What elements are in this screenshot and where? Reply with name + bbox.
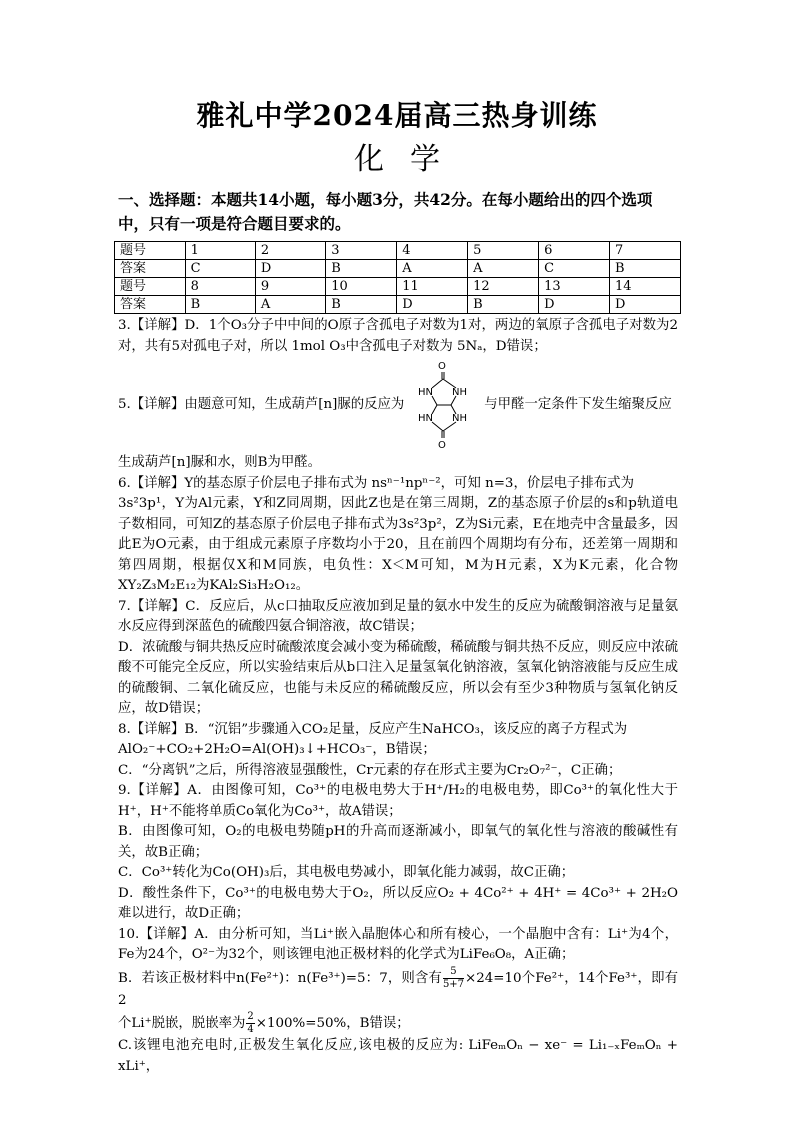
table-cell: 题号 <box>115 242 186 260</box>
table-cell: 8 <box>185 278 255 296</box>
explanation-q9-a: 9.【详解】A．由图像可知，Co³⁺的电极电势大于H⁺/H₂的电极电势，即Co³⁺的氧化性大于H⁺，H⁺不能将单质Co氧化为Co³⁺，故A错误； <box>118 783 678 819</box>
explanation-q5-text-a: 5.【详解】由题意可知，生成葫芦[n]脲的反应为 <box>118 396 405 412</box>
table-cell: 13 <box>539 278 610 296</box>
explanation-q10-b-cont-a: 个Li⁺脱嵌，脱嵌率为 <box>118 1016 246 1031</box>
table-cell: 7 <box>610 242 681 260</box>
table-row <box>115 242 681 260</box>
table-cell: C <box>539 260 610 278</box>
explanation-q10-b <box>118 966 678 1012</box>
explanation-q10-c: C.该锂电池充电时,正极发生氧化反应,该电极的反应为: LiFeₘOₙ − xe⁻ = Li₁₋ₓFeₘOₙ + xLi⁺， <box>118 1038 678 1074</box>
table-cell: 9 <box>255 278 325 296</box>
explanation-q5-text-b: 与甲醛一定条件下发生缩聚反应 <box>484 396 672 412</box>
glycoluril-structure-icon <box>412 359 476 451</box>
table-row <box>115 278 681 296</box>
subject-title: 化学 <box>354 142 466 177</box>
explanation-q8-equation: AlO₂⁻+CO₂+2H₂O=Al(OH)₃↓+HCO₃⁻，B错误； <box>118 742 436 757</box>
explanation-q10-b-cont-b: ×100%=50%，B错误； <box>255 1016 410 1031</box>
explanations <box>118 316 678 1077</box>
table-cell: A <box>255 296 325 314</box>
table-cell: 答案 <box>115 260 186 278</box>
table-cell: 12 <box>468 278 539 296</box>
document-title: 雅礼中学2024届高三热身训练 <box>196 99 598 132</box>
table-cell: C <box>185 260 255 278</box>
table-cell: B <box>468 296 539 314</box>
answer-table <box>114 241 681 314</box>
fraction-denominator: 4 <box>247 1024 254 1035</box>
table-cell: 题号 <box>115 278 186 296</box>
table-cell: A <box>397 260 468 278</box>
table-cell: D <box>255 260 325 278</box>
table-cell: 14 <box>610 278 681 296</box>
table-cell: 6 <box>539 242 610 260</box>
explanation-q5-text-c: 生成葫芦[n]脲和水，则B为甲醛。 <box>118 455 321 470</box>
table-row <box>115 260 681 278</box>
table-row <box>115 296 681 314</box>
table-cell: 11 <box>397 278 468 296</box>
atom-nh-top: NH <box>452 387 468 398</box>
table-cell: 3 <box>326 242 397 260</box>
atom-hn-bottom: HN <box>418 413 434 424</box>
explanation-q6-line1: 6.【详解】Y的基态原子价层电子排布式为 nsⁿ⁻¹npⁿ⁻²，可知 n=3，价层电子排布式为 <box>118 475 634 491</box>
fraction-denominator: 5+7 <box>442 978 465 990</box>
table-cell: 4 <box>397 242 468 260</box>
explanation-q6-line2: 3s²3p¹，Y为Al元素，Y和Z同周期，因此Z也是在第三周期，Z的基态原子价层的s和p轨道电子数相同，可知Z的基态原子价层电子排布式为3s²3p²，Z为Si元素，E在地壳中含量最多，因此E为O元素，由于组成元素原子序数均小于20，且在前四个周期均有分布，还差第一周期和第四周期，根据仅X和M同族，电负性：X＜M可知，M为H元素，X为K元素，化合物XY₂Z₃M₂E₁₂为KAl₂Si₃H₂O₁₂。 <box>118 496 678 593</box>
explanation-q9-b: B．由图像可知，O₂的电极电势随pH的升高而逐渐减小，即氧气的氧化性与溶液的酸碱性有关，故B正确； <box>118 824 678 860</box>
explanation-q9-d: D．酸性条件下，Co³⁺的电极电势大于O₂，所以反应O₂ + 4Co²⁺ + 4H⁺ = 4Co³⁺ + 2H₂O难以进行，故D正确； <box>118 885 678 921</box>
table-cell: A <box>468 260 539 278</box>
table-cell: D <box>397 296 468 314</box>
table-cell: 10 <box>326 278 397 296</box>
explanation-q10-b-cont <box>118 1011 678 1036</box>
table-cell: B <box>610 260 681 278</box>
table-cell: D <box>610 296 681 314</box>
explanation-q9-c: C．Co³⁺转化为Co(OH)₃后，其电极电势减小，即氧化能力减弱，故C正确； <box>118 865 575 880</box>
fraction-numerator: 2 <box>247 1011 254 1022</box>
fraction-numerator: 5 <box>443 966 464 979</box>
atom-o-top: O <box>438 361 447 372</box>
section-heading: 一、选择题：本题共14小题，每小题3分，共42分。在每小题给出的四个选项中，只有一项是符合题目要求的。 <box>118 190 653 233</box>
explanation-q3: 3.【详解】D．1个O₃分子中中间的O原子含孤电子对数为1对，两边的氧原子含孤电子对数为2对，共有5对孤电子对，所以 1mol O₃中含孤电子对数为 5Nₐ，D错误； <box>118 318 678 354</box>
table-cell: B <box>326 260 397 278</box>
atom-o-bottom: O <box>438 440 447 451</box>
fraction-2-over-4 <box>246 1011 254 1036</box>
atom-nh-bottom: NH <box>452 413 468 424</box>
explanation-q10-b-text-b: ×24=10个Fe²⁺，14个Fe³⁺，即有2 <box>118 970 678 1008</box>
explanation-q8-c: C．“分离钒”之后，所得溶液显强酸性，Cr元素的存在形式主要为Cr₂O₇²⁻，C正确； <box>118 762 622 778</box>
table-cell: B <box>185 296 255 314</box>
table-cell: D <box>539 296 610 314</box>
atom-hn-top: HN <box>418 387 434 398</box>
explanation-q8-b: 8.【详解】B．“沉铝”步骤通入CO₂足量，反应产生NaHCO₃，该反应的离子方程式为 <box>118 721 628 737</box>
fraction-5-over-12 <box>443 966 464 991</box>
table-cell: B <box>326 296 397 314</box>
explanation-q10-a: 10.【详解】A．由分析可知，当Li⁺嵌入晶胞体心和所有棱心，一个晶胞中含有：Li⁺为4个，Fe为24个，O²⁻为32个，则该锂电池正极材料的化学式为LiFe₆O₈，A正确； <box>118 926 678 962</box>
explanation-q7-c: 7.【详解】C．反应后，从c口抽取反应液加到足量的氨水中发生的反应为硫酸铜溶液与足量氨水反应得到深蓝色的硫酸四氨合铜溶液，故C错误； <box>118 598 678 634</box>
explanation-q10-b-text-a: B．若该正极材料中n(Fe²⁺)：n(Fe³⁺)=5：7，则含有 <box>118 970 442 986</box>
explanation-q7-d: D．浓硫酸与铜共热反应时硫酸浓度会减小变为稀硫酸，稀硫酸与铜共热不反应，则反应中浓硫酸不可能完全反应，所以实验结束后从b口注入足量氢氧化钠溶液，氢氧化钠溶液能与反应生成的硫酸铜、二氧化硫反应，也能与未反应的稀硫酸反应，所以会有至少3种物质与氢氧化钠反应，故D错误； <box>118 639 678 716</box>
table-cell: 1 <box>185 242 255 260</box>
explanation-q5-line <box>118 357 678 453</box>
table-cell: 答案 <box>115 296 186 314</box>
table-cell: 5 <box>468 242 539 260</box>
table-cell: 2 <box>255 242 325 260</box>
